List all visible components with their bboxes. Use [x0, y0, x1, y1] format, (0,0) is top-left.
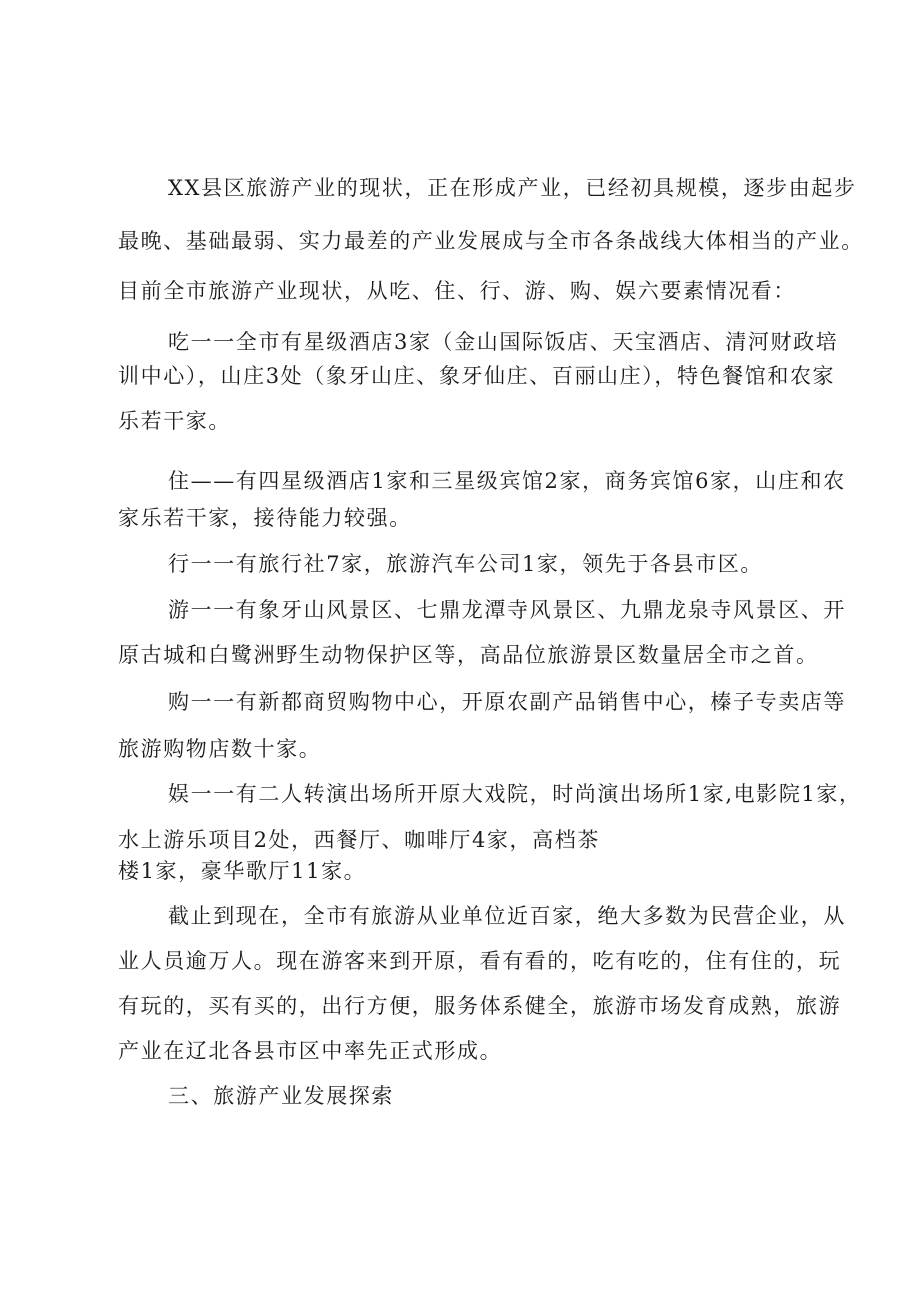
text-line: 楼1家，豪华歌厅11家。 — [118, 859, 367, 883]
text-line: XX县区旅游产业的现状，正在形成产业，已经初具规模，逐步由起步 — [168, 176, 857, 200]
text-line: 行一一有旅行社7家，旅游汽车公司1家，领先于各县市区。 — [168, 552, 763, 576]
text-line: 产业在辽北各县市区中率先正式形成。 — [118, 1039, 503, 1063]
text-line: 训中心），山庄3处（象牙山庄、象牙仙庄、百丽山庄），特色餐馆和农家 — [118, 364, 836, 388]
text-line: 娱一一有二人转演出场所开原大戏院，时尚演出场所1家,电影院1家， — [168, 782, 862, 806]
text-line: 住——有四星级酒店1家和三星级宾馆2家，商务宾馆6家，山庄和农 — [168, 469, 846, 493]
text-line: 乐若干家。 — [118, 409, 231, 433]
text-line: 有玩的，买有买的，出行方便，服务体系健全，旅游市场发育成熟，旅游 — [118, 994, 842, 1018]
text-line: 最晚、基础最弱、实力最差的产业发展成与全市各条战线大体相当的产业。 — [118, 229, 864, 253]
heading-text: 三、旅游产业发展探索 — [168, 1084, 394, 1108]
text-line: 购一一有新都商贸购物中心，开原农副产品销售中心，榛子专卖店等 — [168, 690, 846, 714]
text-line: 原古城和白鹭洲野生动物保护区等，高品位旅游景区数量居全市之首。 — [118, 643, 819, 667]
text-line: 业人员逾万人。现在游客来到开原，看有看的，吃有吃的，住有住的，玩 — [118, 949, 842, 973]
text-line: 目前全市旅游产业现状，从吃、住、行、游、购、娱六要素情况看： — [118, 279, 796, 303]
text-line: 吃一一全市有星级酒店3家（金山国际饭店、天宝酒店、清河财政培 — [168, 330, 839, 354]
text-line: 截止到现在，全市有旅游从业单位近百家，绝大多数为民营企业，从 — [168, 904, 846, 928]
text-line: 家乐若干家，接待能力较强。 — [118, 506, 412, 530]
text-line: 水上游乐项目2处，西餐厅、咖啡厅4家，高档茶 — [118, 828, 600, 852]
text-line: 游一一有象牙山风景区、七鼎龙潭寺风景区、九鼎龙泉寺风景区、开 — [168, 598, 846, 622]
text-line: 旅游购物店数十家。 — [118, 737, 322, 761]
